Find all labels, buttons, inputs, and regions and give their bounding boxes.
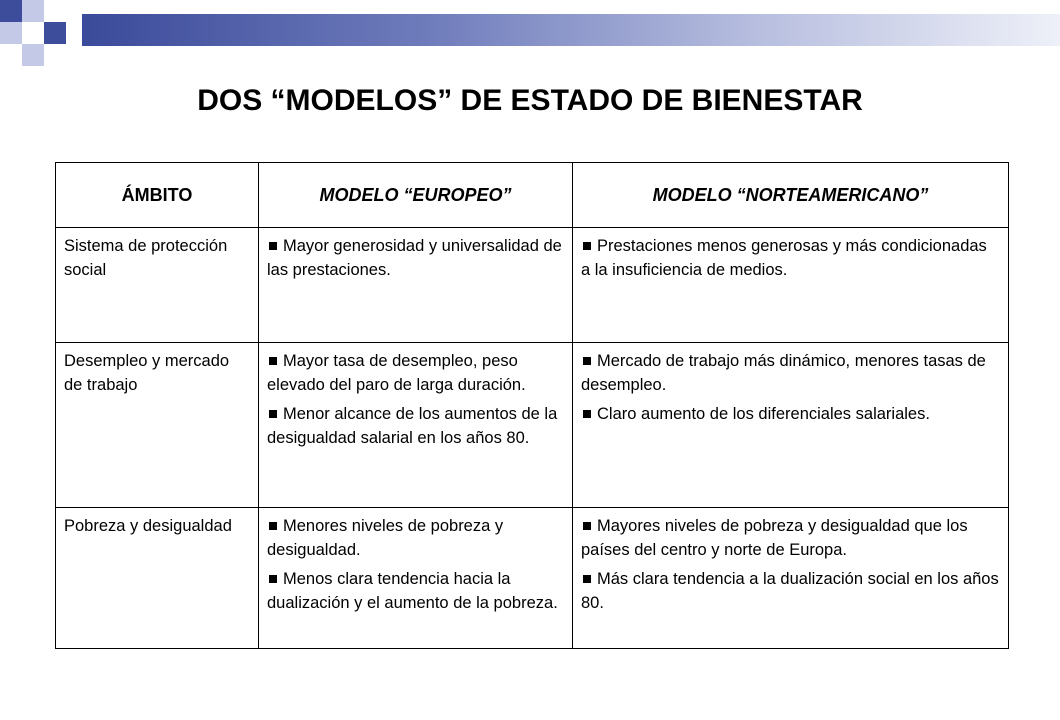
- cell-norteamericano: [573, 228, 1009, 343]
- deco-square: [22, 0, 44, 22]
- deco-square: [22, 22, 44, 44]
- square-bullet-icon: [583, 242, 591, 250]
- square-bullet-icon: [269, 522, 277, 530]
- cell-ambito: Pobreza y desigualdad: [56, 508, 259, 649]
- square-bullet-icon: [583, 575, 591, 583]
- square-bullet-icon: [583, 357, 591, 365]
- header-modelo-europeo: MODELO “EUROPEO”: [259, 163, 573, 228]
- bullet-item: [581, 514, 1000, 562]
- cell-ambito: Sistema de protección social: [56, 228, 259, 343]
- square-bullet-icon: [583, 410, 591, 418]
- header-ambito: ÁMBITO: [56, 163, 259, 228]
- cell-europeo: [259, 343, 573, 508]
- cell-europeo: [259, 228, 573, 343]
- bullet-item: [267, 349, 564, 397]
- square-bullet-icon: [269, 242, 277, 250]
- table-row: [56, 343, 1009, 508]
- cell-europeo: [259, 508, 573, 649]
- bullet-item: [581, 402, 1000, 426]
- bullet-text: Mayor tasa de desempleo, peso elevado del paro de larga duración.: [267, 352, 526, 394]
- deco-square: [44, 0, 66, 22]
- header-decoration: [0, 0, 1060, 70]
- square-bullet-icon: [583, 522, 591, 530]
- bullet-item: [267, 402, 564, 450]
- bullet-text: Más clara tendencia a la dualización social en los años 80.: [581, 570, 999, 612]
- deco-square: [44, 22, 66, 44]
- bullet-item: [267, 514, 564, 562]
- bullet-item: [581, 349, 1000, 397]
- cell-norteamericano: [573, 508, 1009, 649]
- table-row: [56, 228, 1009, 343]
- bullet-text: Menos clara tendencia hacia la dualización y el aumento de la pobreza.: [267, 570, 558, 612]
- square-bullet-icon: [269, 410, 277, 418]
- bullet-text: Mayor generosidad y universalidad de las prestaciones.: [267, 237, 562, 279]
- bullet-text: Menores niveles de pobreza y desigualdad.: [267, 517, 504, 559]
- header-modelo-norteamericano: MODELO “NORTEAMERICANO”: [573, 163, 1009, 228]
- table-header-row: [56, 163, 1009, 228]
- slide-title: DOS “MODELOS” DE ESTADO DE BIENESTAR: [197, 84, 863, 117]
- header-band: [82, 14, 1060, 46]
- bullet-text: Claro aumento de los diferenciales salariales.: [597, 405, 930, 423]
- bullet-item: [581, 234, 1000, 282]
- comparison-table: [55, 162, 1009, 649]
- bullet-item: [267, 567, 564, 615]
- table-row: [56, 508, 1009, 649]
- cell-norteamericano: [573, 343, 1009, 508]
- bullet-item: [581, 567, 1000, 615]
- cell-ambito: Desempleo y mercado de trabajo: [56, 343, 259, 508]
- bullet-item: [267, 234, 564, 282]
- bullet-text: Mayores niveles de pobreza y desigualdad que los países del centro y norte de Europa.: [581, 517, 968, 559]
- bullet-text: Mercado de trabajo más dinámico, menores tasas de desempleo.: [581, 352, 986, 394]
- deco-square: [44, 44, 66, 66]
- deco-square: [0, 44, 22, 66]
- square-bullet-icon: [269, 357, 277, 365]
- bullet-text: Menor alcance de los aumentos de la desigualdad salarial en los años 80.: [267, 405, 558, 447]
- deco-square: [0, 0, 22, 22]
- deco-square: [22, 44, 44, 66]
- square-bullet-icon: [269, 575, 277, 583]
- bullet-text: Prestaciones menos generosas y más condicionadas a la insuficiencia de medios.: [581, 237, 987, 279]
- deco-square: [0, 22, 22, 44]
